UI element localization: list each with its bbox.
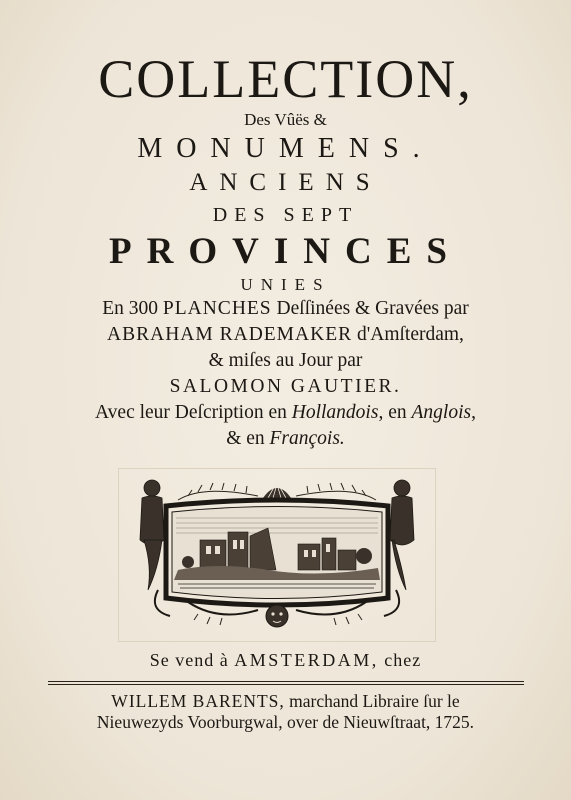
sale-city: AMSTERDAM, [234,650,379,670]
double-rule-divider [48,681,524,685]
sale-chez: chez [384,650,422,670]
language-english: Anglois [411,402,472,423]
artist-name: ABRAHAM RADEMAKER [107,324,353,345]
language-dutch: Hollandois [291,402,379,423]
artist-line [0,322,571,348]
french-intro: & en [226,428,265,449]
bookseller-line [0,691,571,712]
address-line: Nieuwezyds Voorburgwal, over de Nieuwſtraat, 1725. [96,712,475,732]
publisher-name: SALOMON GAUTIER. [169,376,402,397]
sale-line [0,648,571,672]
plates-desc: Deſſinées & Gravées par [276,298,469,319]
artist-city: d'Amſterdam, [356,324,464,345]
languages-intro: Avec leur Deſcription en [95,402,287,423]
plates-word: PLANCHES [162,298,272,319]
subtitle-des-sept: DES SEPT [212,204,359,226]
bookseller-desc: marchand Libraire ſur le [289,691,460,711]
published-by-line: & miſes au Jour par [208,350,363,371]
french-line [0,426,571,452]
imprint-block [0,648,571,733]
subtitle-des-vues: Des Vûës & [244,110,327,129]
language-french: François. [269,428,345,449]
subtitle-anciens: ANCIENS [189,169,382,196]
plates-line [0,296,571,322]
languages-sep: , en [378,402,407,423]
subtitle-provinces: PROVINCES [109,231,462,272]
engraved-ruins-cartouche-icon [118,470,436,640]
subtitle-monumens: MONUMENS. [137,133,434,164]
title-block [0,48,571,452]
main-title: COLLECTION, [98,49,473,109]
plates-count: En 300 [102,298,159,319]
languages-line [0,400,571,426]
bookseller-name: WILLEM BARENTS, [111,691,285,711]
languages-comma: , [471,402,476,423]
sale-intro: Se vend à [149,650,229,670]
subtitle-unies: UNIES [240,275,331,294]
